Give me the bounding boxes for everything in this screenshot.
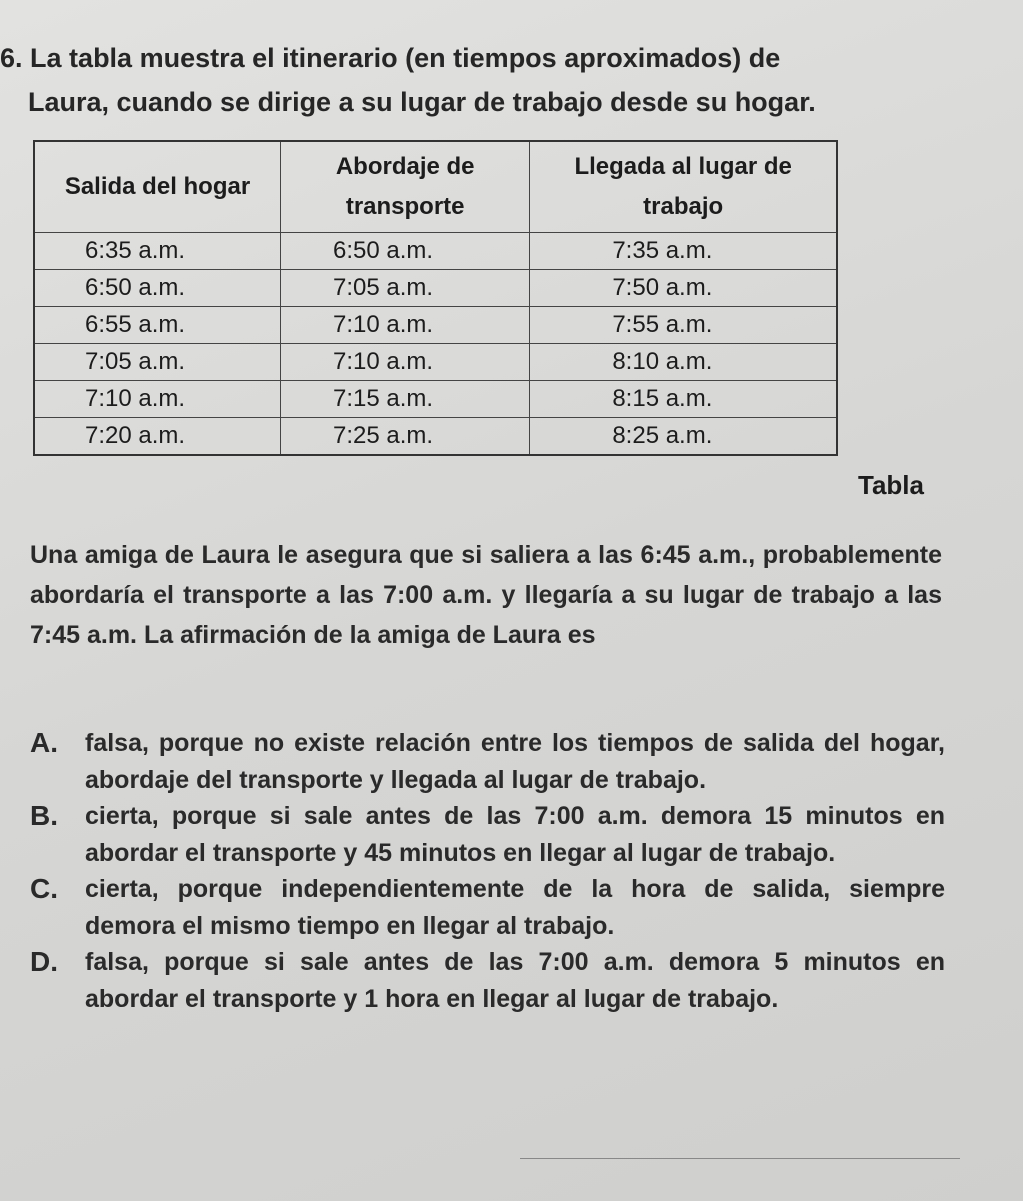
table-caption: Tabla <box>858 470 924 500</box>
table-row <box>34 307 837 344</box>
cell-llegada: 8:15 a.m. <box>530 381 837 418</box>
table-row <box>34 270 837 307</box>
intro-line-1: 6. La tabla muestra el itinerario (en tiempos aproximados) de <box>0 43 781 73</box>
question-number: 6. <box>0 43 23 73</box>
cell-abordaje: 7:05 a.m. <box>281 270 530 307</box>
answer-options <box>30 725 945 1017</box>
option-text: cierta, porque independientemente de la hora de salida, siempre demora el mismo tiempo en llegar al trabajo. <box>85 875 945 940</box>
option-letter: A. <box>30 727 58 758</box>
cell-salida: 6:55 a.m. <box>34 307 281 344</box>
itinerary-table <box>33 140 838 456</box>
option-text: falsa, porque si sale antes de las 7:00 a.m. demora 5 minutos en abordar el transporte y 1 hora en llegar al lugar de trabajo. <box>85 948 945 1013</box>
question-intro <box>0 36 816 124</box>
cell-llegada: 8:10 a.m. <box>530 344 837 381</box>
header-salida: Salida del hogar <box>34 141 281 233</box>
option-a[interactable] <box>30 725 945 798</box>
cell-llegada: 7:35 a.m. <box>530 233 837 270</box>
cell-salida: 7:10 a.m. <box>34 381 281 418</box>
header-llegada: Llegada al lugar de trabajo <box>530 141 837 233</box>
table-row <box>34 418 837 456</box>
table-row <box>34 233 837 270</box>
intro-line-2: Laura, cuando se dirige a su lugar de trabajo desde su hogar. <box>28 87 816 117</box>
cell-salida: 6:50 a.m. <box>34 270 281 307</box>
option-text: falsa, porque no existe relación entre los tiempos de salida del hogar, abordaje del transporte y llegada al lugar de trabajo. <box>85 729 945 794</box>
cell-abordaje: 7:10 a.m. <box>281 307 530 344</box>
cell-salida: 7:20 a.m. <box>34 418 281 456</box>
option-letter: C. <box>30 873 58 904</box>
option-c[interactable] <box>30 871 945 944</box>
option-letter: B. <box>30 800 58 831</box>
cell-llegada: 7:55 a.m. <box>530 307 837 344</box>
question-paragraph: Una amiga de Laura le asegura que si saliera a las 6:45 a.m., probablemente abordaría el transporte a las 7:00 a.m. y llegaría a su lugar de trabajo a las 7:45 a.m. La afirmación de la amiga de Laura es <box>30 541 942 649</box>
cell-llegada: 7:50 a.m. <box>530 270 837 307</box>
cell-salida: 7:05 a.m. <box>34 344 281 381</box>
option-d[interactable] <box>30 944 945 1017</box>
cell-abordaje: 6:50 a.m. <box>281 233 530 270</box>
table-row <box>34 344 837 381</box>
option-b[interactable] <box>30 798 945 871</box>
table-row <box>34 381 837 418</box>
cell-abordaje: 7:10 a.m. <box>281 344 530 381</box>
cell-abordaje: 7:15 a.m. <box>281 381 530 418</box>
option-letter: D. <box>30 946 58 977</box>
cell-salida: 6:35 a.m. <box>34 233 281 270</box>
cell-llegada: 8:25 a.m. <box>530 418 837 456</box>
header-abordaje: Abordaje de transporte <box>281 141 530 233</box>
divider <box>520 1158 960 1159</box>
cell-abordaje: 7:25 a.m. <box>281 418 530 456</box>
option-text: cierta, porque si sale antes de las 7:00 a.m. demora 15 minutos en abordar el transporte y 45 minutos en llegar al lugar de trabajo. <box>85 802 945 867</box>
table-header-row <box>34 141 837 233</box>
